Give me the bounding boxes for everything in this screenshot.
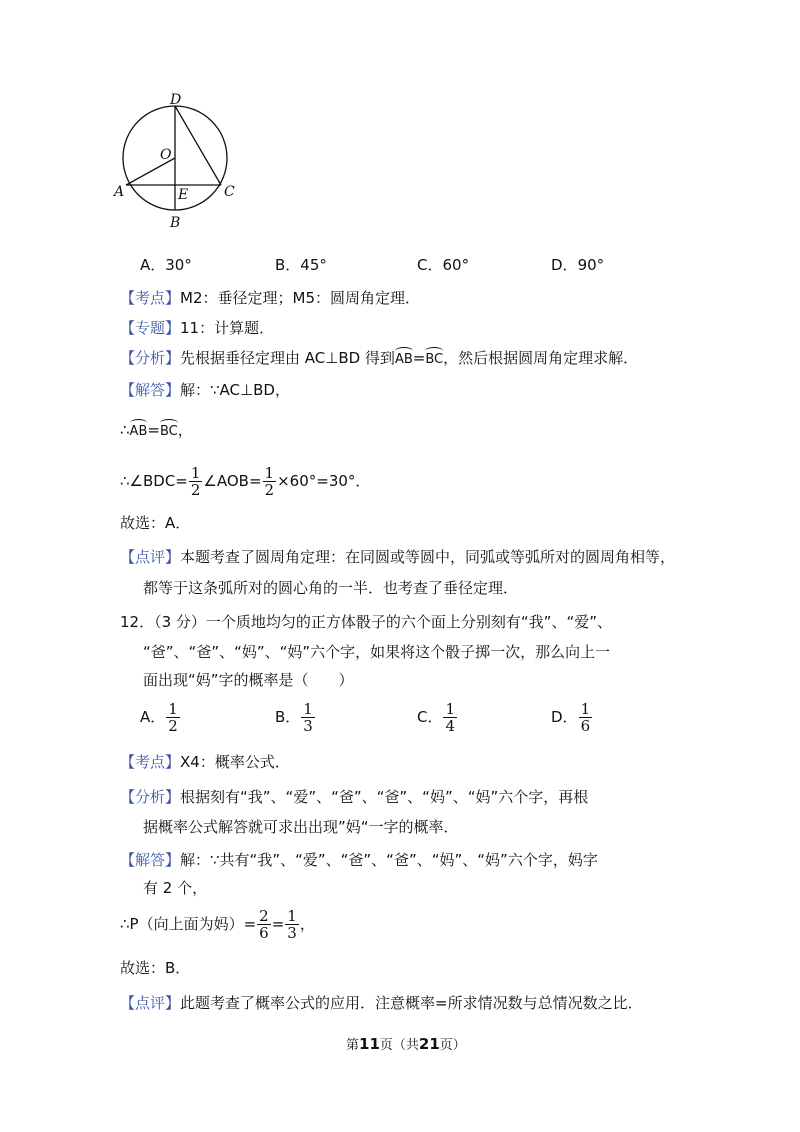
fraction: $\frac{1}{2}$ (190, 464, 201, 499)
fraction: $\frac{1}{3}$ (287, 907, 297, 942)
q11-zhuanti: 【专题】11：计算题． (120, 319, 275, 337)
q11-option-a: A．30° (140, 256, 192, 274)
label-d: D (170, 92, 182, 108)
q11-dianping-line2: 都等于这条弧所对的圆心角的一半．也考查了垂径定理． (143, 579, 519, 597)
q12-dianping: 【点评】此题考查了概率公式的应用．注意概率=所求情况数与总情况数之比． (120, 994, 643, 1012)
label-c: C (224, 184, 235, 200)
label-e: E (178, 187, 189, 203)
q12-kaodian: 【考点】X4：概率公式． (120, 753, 290, 771)
q11-kaodian: 【考点】M2：垂径定理；M5：圆周角定理． (120, 289, 420, 307)
fraction: $\frac{1}{2}$ (264, 464, 275, 499)
q12-option-b: B． $\frac{1}{3}$ (275, 700, 313, 735)
label-o: O (160, 147, 172, 163)
q12-step: ∴P（向上面为妈）= $\frac{2}{6}$ = $\frac{1}{3}$ ， (120, 907, 315, 942)
q12-option-c: C． $\frac{1}{4}$ (417, 700, 456, 735)
q11-option-b: B．45° (275, 256, 327, 274)
q12-stem-line1: 12．（3 分）一个质地均匀的正方体骰子的六个面上分别刻有“我”、“爱”、 (120, 613, 612, 631)
page-footer: 第11页（共21页） (346, 1035, 466, 1053)
q12-jieda-line2: 有 2 个， (143, 879, 208, 897)
q11-jieda: 【解答】解：∵AC⊥BD， (120, 381, 290, 399)
circle-figure (112, 90, 252, 240)
q11-option-d: D．90° (551, 256, 605, 274)
fraction: $\frac{2}{6}$ (259, 907, 269, 942)
q12-answer: 故选：B． (120, 959, 191, 977)
segment-dc (175, 106, 221, 185)
q12-stem-line2: “爸”、“爸”、“妈”、“妈”六个字，如果将这个骰子掷一次，那么向上一 (143, 643, 611, 661)
q11-fenxi: 【分析】先根据垂径定理由 AC⊥BD 得到AB=BC，然后根据圆周角定理求解． (120, 346, 638, 370)
q12-stem-line3: 面出现“妈”字的概率是（ ） (143, 671, 354, 689)
label-a: A (114, 184, 125, 200)
q12-option-d: D． $\frac{1}{6}$ (551, 700, 591, 735)
q11-answer: 故选：A． (120, 514, 191, 532)
q11-dianping-line1: 【点评】本题考查了圆周角定理：在同圆或等圆中，同弧或等弧所对的圆周角相等， (120, 548, 676, 566)
q12-jieda-line1: 【解答】解：∵共有“我”、“爱”、“爸”、“爸”、“妈”、“妈”六个字，妈字 (120, 851, 598, 869)
q12-fenxi-line2: 据概率公式解答就可求出出现”妈“一字的概率． (143, 818, 459, 836)
q12-option-a: A． $\frac{1}{2}$ (140, 700, 178, 735)
q11-step2: ∴∠BDC= $\frac{1}{2}$ ∠AOB= $\frac{1}{2}$ ×60°=30°． (120, 464, 371, 499)
q11-step1: ∴AB=BC， (120, 418, 193, 442)
label-b: B (170, 215, 181, 231)
q12-fenxi-line1: 【分析】根据刻有“我”、“爱”、“爸”、“爸”、“妈”、“妈”六个字，再根 (120, 788, 589, 806)
q11-option-c: C．60° (417, 256, 470, 274)
